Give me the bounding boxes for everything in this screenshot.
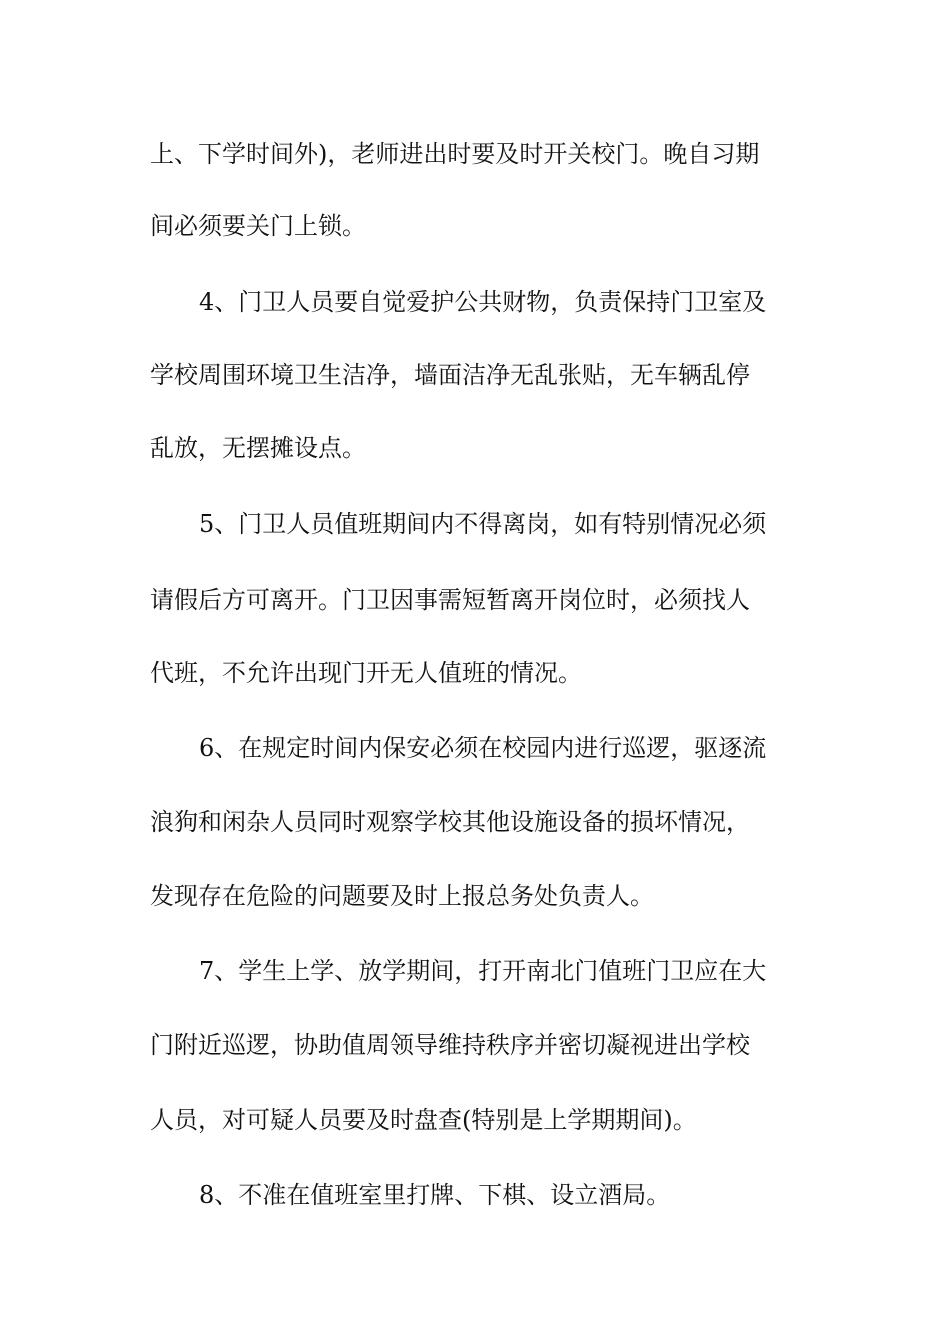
text-line: 乱放，无摆摊设点。 bbox=[150, 434, 366, 462]
text-line: 发现存在危险的问题要及时上报总务处负责人。 bbox=[150, 882, 654, 910]
paragraph-start-line: 5、门卫人员值班期间内不得离岗，如有特别情况必须 bbox=[199, 510, 767, 538]
paragraph-start-line: 4、门卫人员要自觉爱护公共财物，负责保持门卫室及 bbox=[199, 288, 767, 316]
text-line: 门附近巡逻，协助值周领导维持秩序并密切凝视进出学校 bbox=[150, 1031, 750, 1059]
paragraph-start-line: 7、学生上学、放学期间，打开南北门值班门卫应在大 bbox=[199, 957, 767, 985]
text-line: 上、下学时间外)，老师进出时要及时开关校门。晚自习期 bbox=[150, 140, 760, 168]
text-line: 人员，对可疑人员要及时盘查(特别是上学期期间)。 bbox=[150, 1106, 697, 1134]
paragraph-start-line: 8、不准在值班室里打牌、下棋、设立酒局。 bbox=[199, 1181, 671, 1209]
text-line: 浪狗和闲杂人员同时观察学校其他设施设备的损坏情况， bbox=[150, 808, 750, 836]
text-line: 请假后方可离开。门卫因事需短暂离开岗位时，必须找人 bbox=[150, 586, 750, 614]
paragraph-start-line: 6、在规定时间内保安必须在校园内进行巡逻，驱逐流 bbox=[199, 734, 767, 762]
text-line: 学校周围环境卫生洁净，墙面洁净无乱张贴，无车辆乱停 bbox=[150, 361, 750, 389]
text-line: 间必须要关门上锁。 bbox=[150, 212, 366, 240]
text-line: 代班，不允许出现门开无人值班的情况。 bbox=[150, 659, 582, 687]
